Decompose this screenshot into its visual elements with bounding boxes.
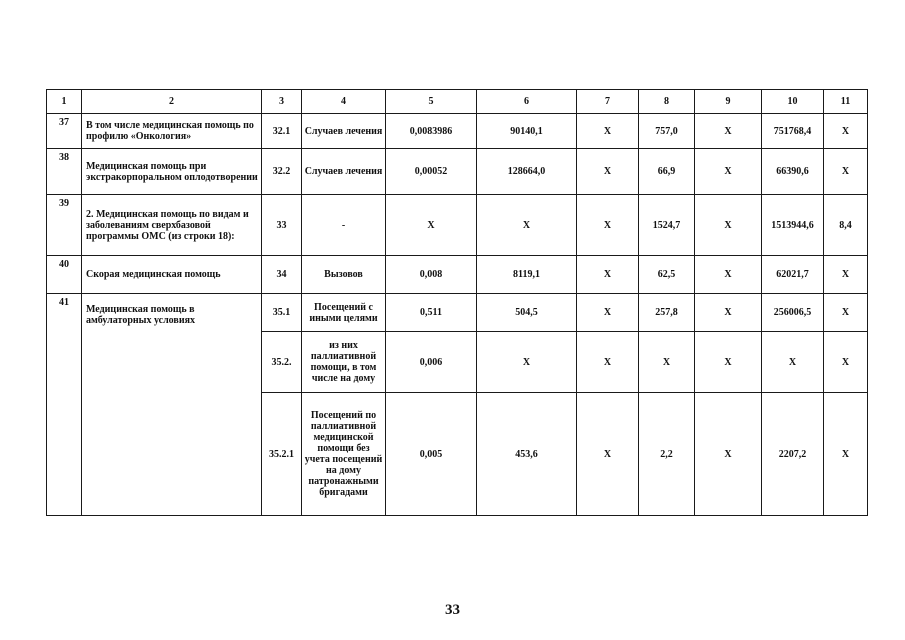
cell: 504,5 [477,294,577,332]
row-code: 32.2 [262,149,302,195]
cell: 66,9 [639,149,695,195]
header-cell: 9 [695,90,762,114]
table-row [47,149,868,195]
row-code: 34 [262,256,302,294]
cell: X [577,393,639,516]
row-unit: Случаев лечения [302,149,386,195]
row-name: Медицинская помощь в амбулаторных условиях [82,294,262,516]
cell: X [477,195,577,256]
cell: X [695,294,762,332]
cell: X [824,332,868,393]
row-name: 2. Медицинская помощь по видам и заболеваниям сверхбазовой программы ОМС (из строки 18): [82,195,262,256]
cell: 8,4 [824,195,868,256]
table-row [47,256,868,294]
row-number: 38 [47,149,82,195]
cell: X [695,256,762,294]
cell: X [695,195,762,256]
cell: X [639,332,695,393]
header-row [47,90,868,114]
cell: 0,0083986 [386,114,477,149]
cell: X [824,149,868,195]
row-number: 39 [47,195,82,256]
cell: X [762,332,824,393]
cell: X [695,332,762,393]
cell: 62021,7 [762,256,824,294]
cell: X [695,393,762,516]
cell: 1513944,6 [762,195,824,256]
cell: 0,008 [386,256,477,294]
cell: 128664,0 [477,149,577,195]
cell: 2,2 [639,393,695,516]
row-unit: Вызовов [302,256,386,294]
cell: 751768,4 [762,114,824,149]
page-number: 33 [445,602,460,618]
row-number: 37 [47,114,82,149]
cell: 0,005 [386,393,477,516]
cell: 0,006 [386,332,477,393]
cell: 1524,7 [639,195,695,256]
header-cell: 2 [82,90,262,114]
row-name: Медицинская помощь при экстракорпоральном оплодотворении [82,149,262,195]
row-code: 35.1 [262,294,302,332]
cell: 257,8 [639,294,695,332]
cell: 453,6 [477,393,577,516]
cell: X [386,195,477,256]
row-unit: из них паллиативной помощи, в том числе на дому [302,332,386,393]
data-table [46,89,868,516]
row-number: 40 [47,256,82,294]
row-unit: Случаев лечения [302,114,386,149]
cell: 757,0 [639,114,695,149]
cell: X [577,332,639,393]
cell: X [577,114,639,149]
cell: X [577,294,639,332]
row-unit: Посещений по паллиативной медицинской помощи без учета посещений на дому патронажными бригадами [302,393,386,516]
row-code: 32.1 [262,114,302,149]
table-row [47,114,868,149]
cell: 2207,2 [762,393,824,516]
cell: 90140,1 [477,114,577,149]
cell: 66390,6 [762,149,824,195]
cell: X [824,294,868,332]
cell: X [477,332,577,393]
cell: 8119,1 [477,256,577,294]
cell: X [695,149,762,195]
header-cell: 11 [824,90,868,114]
cell: 0,511 [386,294,477,332]
table-row [47,195,868,256]
cell: X [824,256,868,294]
row-number: 41 [47,294,82,516]
row-unit: Посещений с иными целями [302,294,386,332]
cell: X [577,149,639,195]
cell: X [577,195,639,256]
header-cell: 6 [477,90,577,114]
cell: X [577,256,639,294]
cell: 256006,5 [762,294,824,332]
row-code: 35.2.1 [262,393,302,516]
header-cell: 4 [302,90,386,114]
row-code: 35.2. [262,332,302,393]
header-cell: 7 [577,90,639,114]
cell: 0,00052 [386,149,477,195]
cell: X [824,114,868,149]
table-row [47,294,868,332]
row-name: Скорая медицинская помощь [82,256,262,294]
cell: X [695,114,762,149]
header-cell: 3 [262,90,302,114]
cell: 62,5 [639,256,695,294]
header-cell: 5 [386,90,477,114]
row-name: В том числе медицинская помощь по профилю «Онкология» [82,114,262,149]
header-cell: 10 [762,90,824,114]
row-unit: - [302,195,386,256]
cell: X [824,393,868,516]
header-cell: 8 [639,90,695,114]
row-code: 33 [262,195,302,256]
header-cell: 1 [47,90,82,114]
